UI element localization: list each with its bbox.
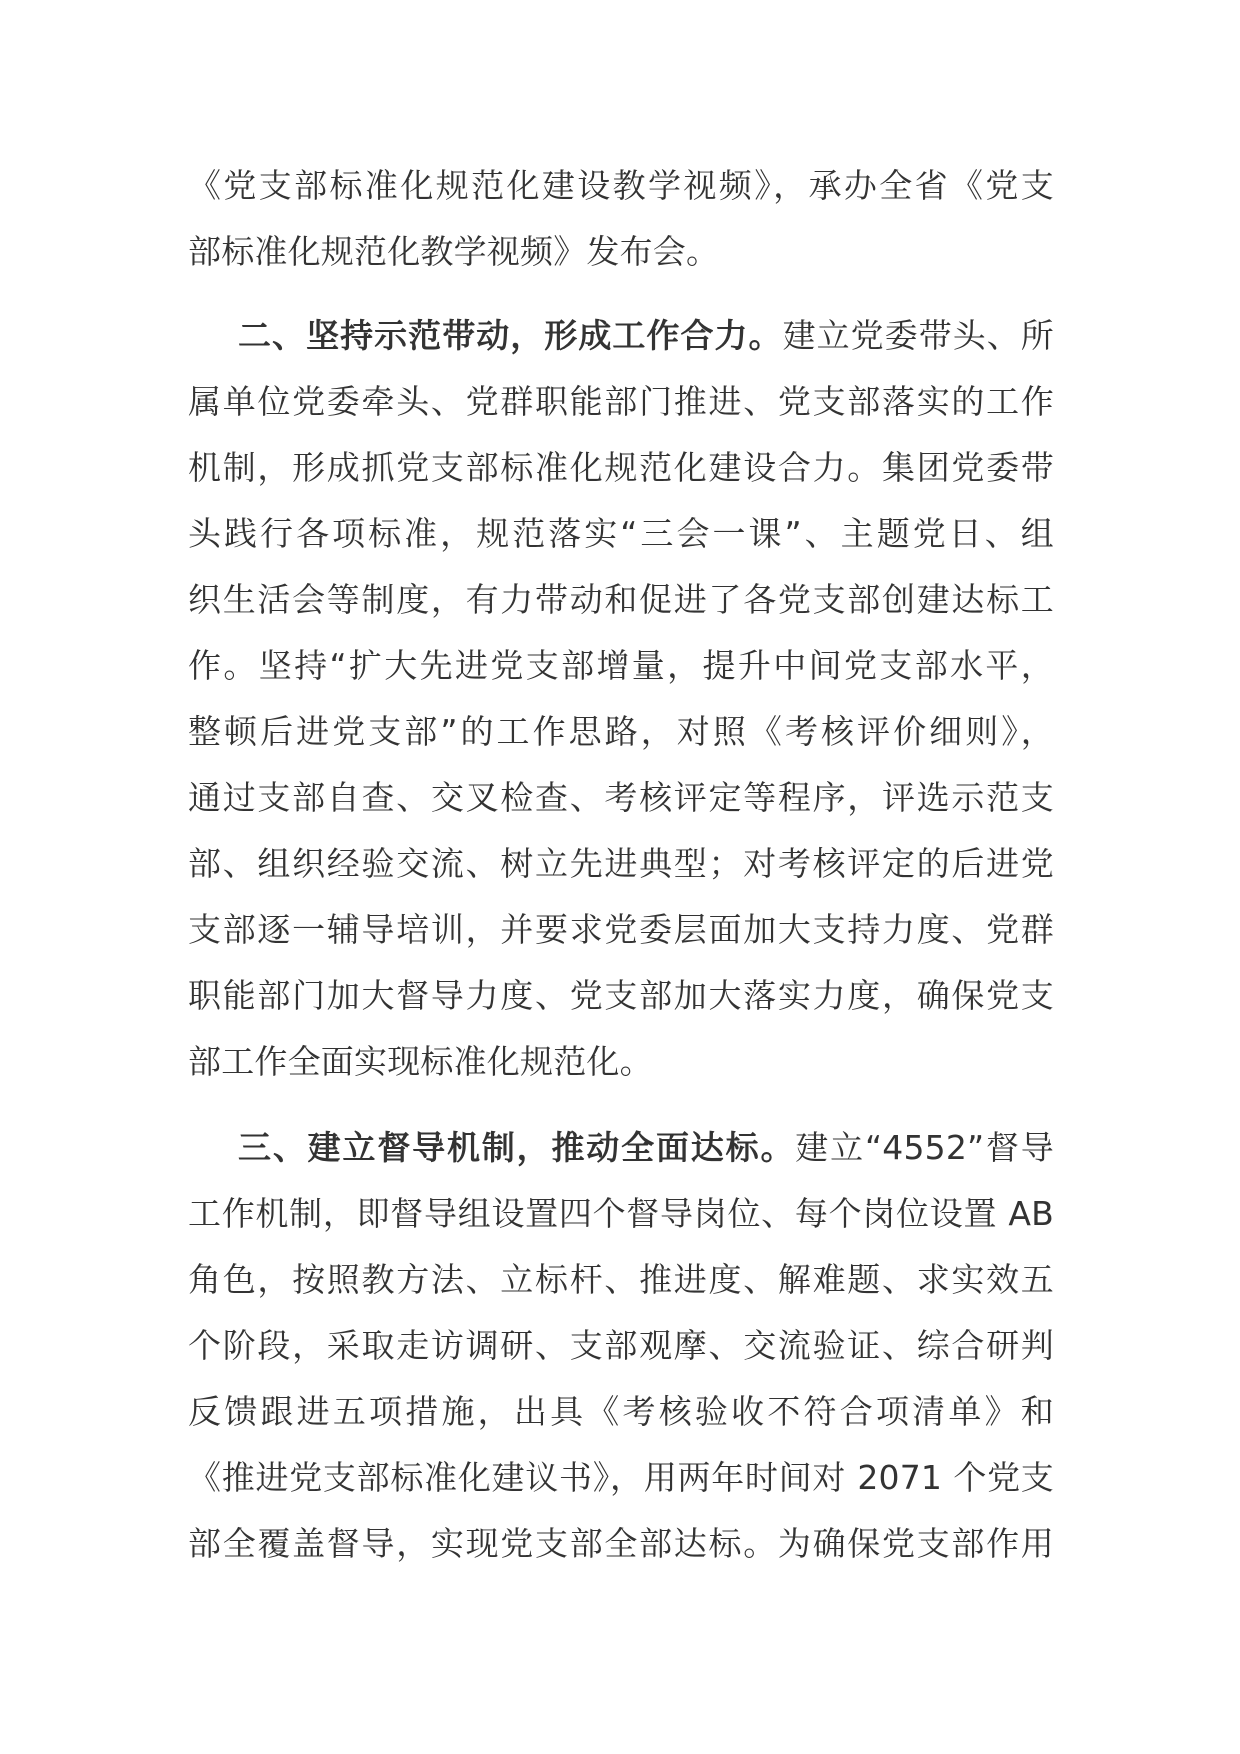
text-line: 反馈跟进五项措施，出具《考核验收不符合项清单》和 [188, 1392, 1054, 1431]
paragraph-continuation [188, 153, 1054, 285]
text-line: 个阶段，采取走访调研、支部观摩、交流验证、综合研判 [188, 1326, 1054, 1365]
text-line: 头践行各项标准，规范落实“三会一课”、主题党日、组 [188, 514, 1054, 553]
text-line: 部工作全面实现标准化规范化。 [188, 1042, 653, 1081]
text-run: 建立党委带头、所 [782, 316, 1055, 355]
text-line: 职能部门加大督导力度、党支部加大落实力度，确保党支 [188, 976, 1054, 1015]
text-line: 《推进党支部标准化建议书》，用两年时间对 2071 个党支 [188, 1458, 1054, 1497]
paragraph-section-two [188, 303, 1054, 1095]
text-line: 机制，形成抓党支部标准化规范化建设合力。集团党委带 [188, 448, 1054, 487]
text-line: 部标准化规范化教学视频》发布会。 [188, 232, 720, 271]
text-line: 通过支部自查、交叉检查、考核评定等程序，评选示范支 [188, 778, 1054, 817]
text-line: 部、组织经验交流、树立先进典型；对考核评定的后进党 [188, 844, 1054, 883]
text-line: 工作机制，即督导组设置四个督导岗位、每个岗位设置 AB [188, 1194, 1054, 1233]
paragraph-section-three [188, 1115, 1054, 1577]
text-run: 建立“4552”督导 [795, 1128, 1054, 1167]
text-line: 角色，按照教方法、立标杆、推进度、解难题、求实效五 [188, 1260, 1054, 1299]
text-line: 部全覆盖督导，实现党支部全部达标。为确保党支部作用 [188, 1524, 1054, 1563]
text-line: 《党支部标准化规范化建设教学视频》，承办全省《党支 [188, 166, 1054, 205]
text-line: 支部逐一辅导培训，并要求党委层面加大支持力度、党群 [188, 910, 1054, 949]
text-line: 整顿后进党支部”的工作思路，对照《考核评价细则》， [188, 712, 1054, 751]
section-heading: 三、建立督导机制，推动全面达标。 [238, 1128, 796, 1167]
section-heading: 二、坚持示范带动，形成工作合力。 [238, 316, 783, 355]
text-line: 作。坚持“扩大先进党支部增量，提升中间党支部水平， [188, 646, 1054, 685]
text-line-first [188, 303, 1054, 369]
text-line-first [188, 1115, 1054, 1181]
text-line: 属单位党委牵头、党群职能部门推进、党支部落实的工作 [188, 382, 1054, 421]
text-line: 织生活会等制度，有力带动和促进了各党支部创建达标工 [188, 580, 1054, 619]
